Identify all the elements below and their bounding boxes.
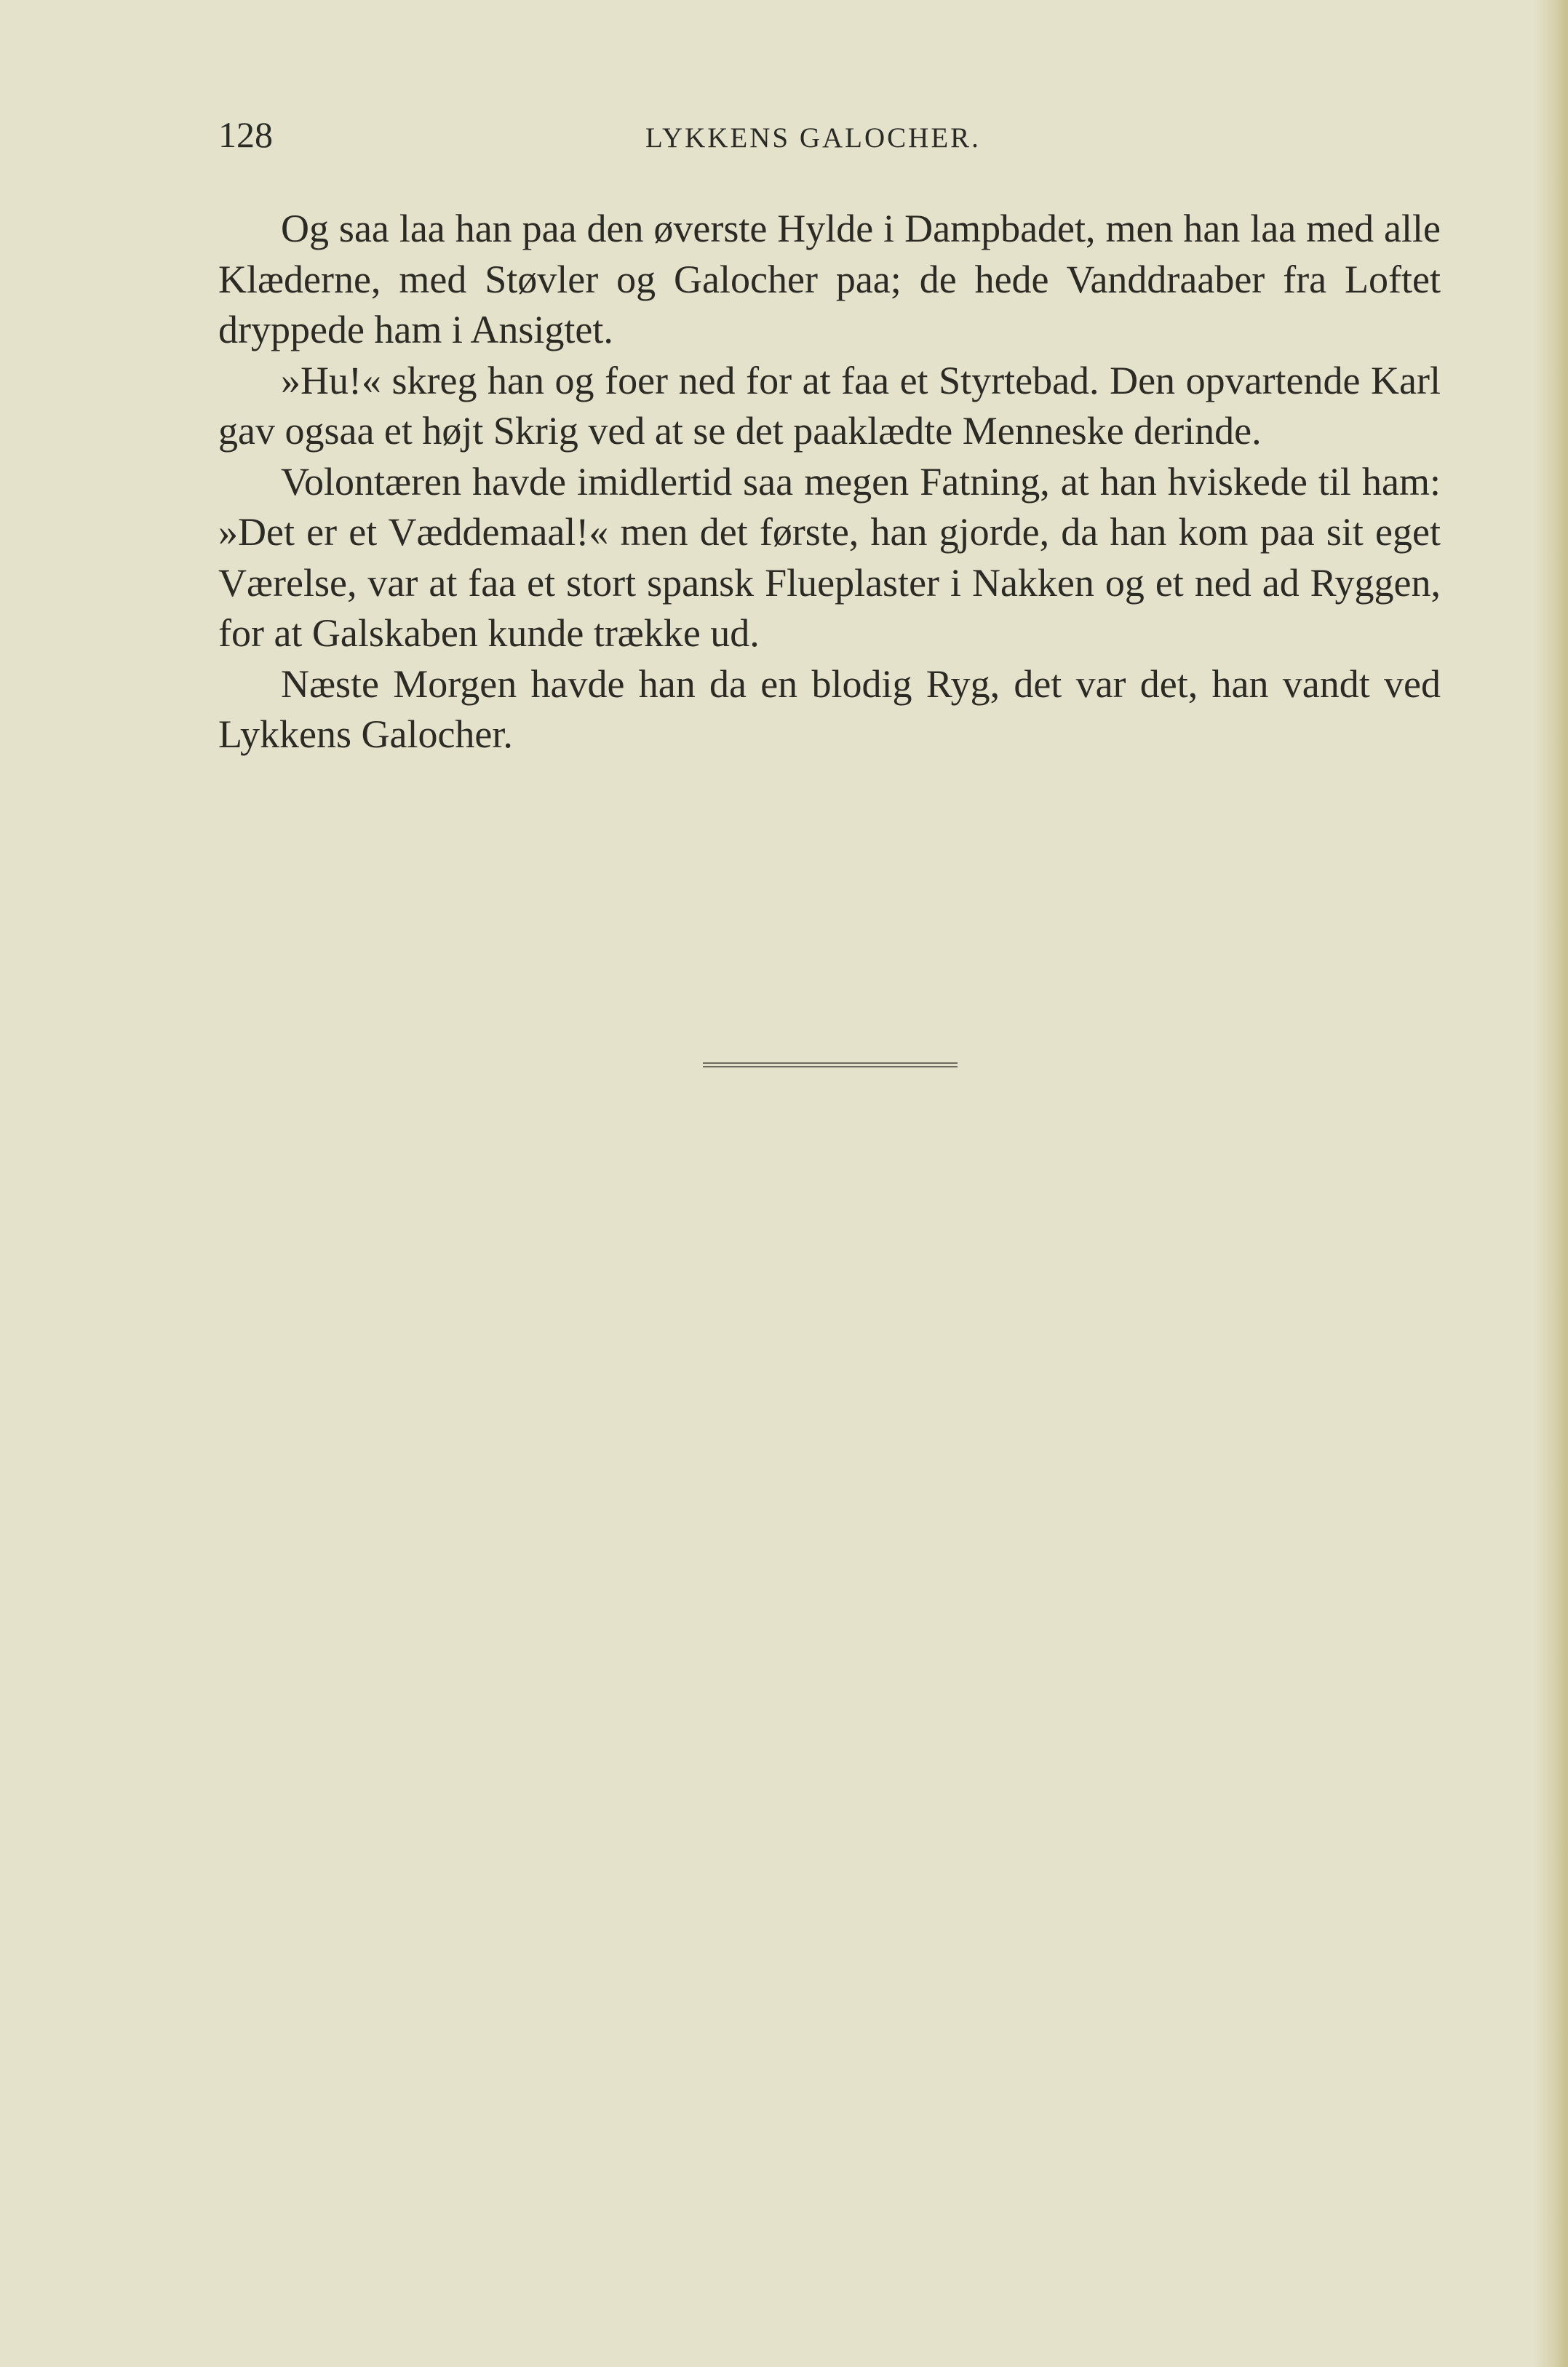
page-edge-shadow bbox=[1533, 0, 1568, 2367]
end-rule-divider bbox=[703, 1062, 958, 1068]
paragraph: Næste Morgen havde han da en blodig Ryg, det var det, han vandt ved Lykkens Galocher. bbox=[218, 661, 1441, 756]
paragraph: Volontæren havde imidlertid saa megen Fatning, at han hviskede til ham: »Det er et Væddemaal!« men det første, han gjorde, da han kom paa sit eget Værelse, var at faa et stort spansk Flueplaster i Nakken og et ned ad Ryggen, for at Galskaben kunde trække ud. bbox=[218, 459, 1441, 655]
paragraph: Og saa laa han paa den øverste Hylde i Dampbadet, men han laa med alle Klæderne, med Støvler og Galocher paa; de hede Vanddraaber fra Loftet dryppede ham i Ansigtet. bbox=[218, 207, 1441, 351]
rule-line bbox=[703, 1066, 958, 1067]
page-number: 128 bbox=[218, 114, 273, 155]
paragraph: »Hu!« skreg han og foer ned for at faa et Styrtebad. Den opvartende Karl gav ogsaa et højt Skrig ved at se det paaklædte Menneske derinde. bbox=[218, 358, 1441, 453]
body-text bbox=[218, 204, 1441, 760]
running-head bbox=[218, 109, 1441, 167]
rule-line bbox=[703, 1062, 958, 1064]
running-title: LYKKENS GALOCHER. bbox=[645, 122, 981, 154]
